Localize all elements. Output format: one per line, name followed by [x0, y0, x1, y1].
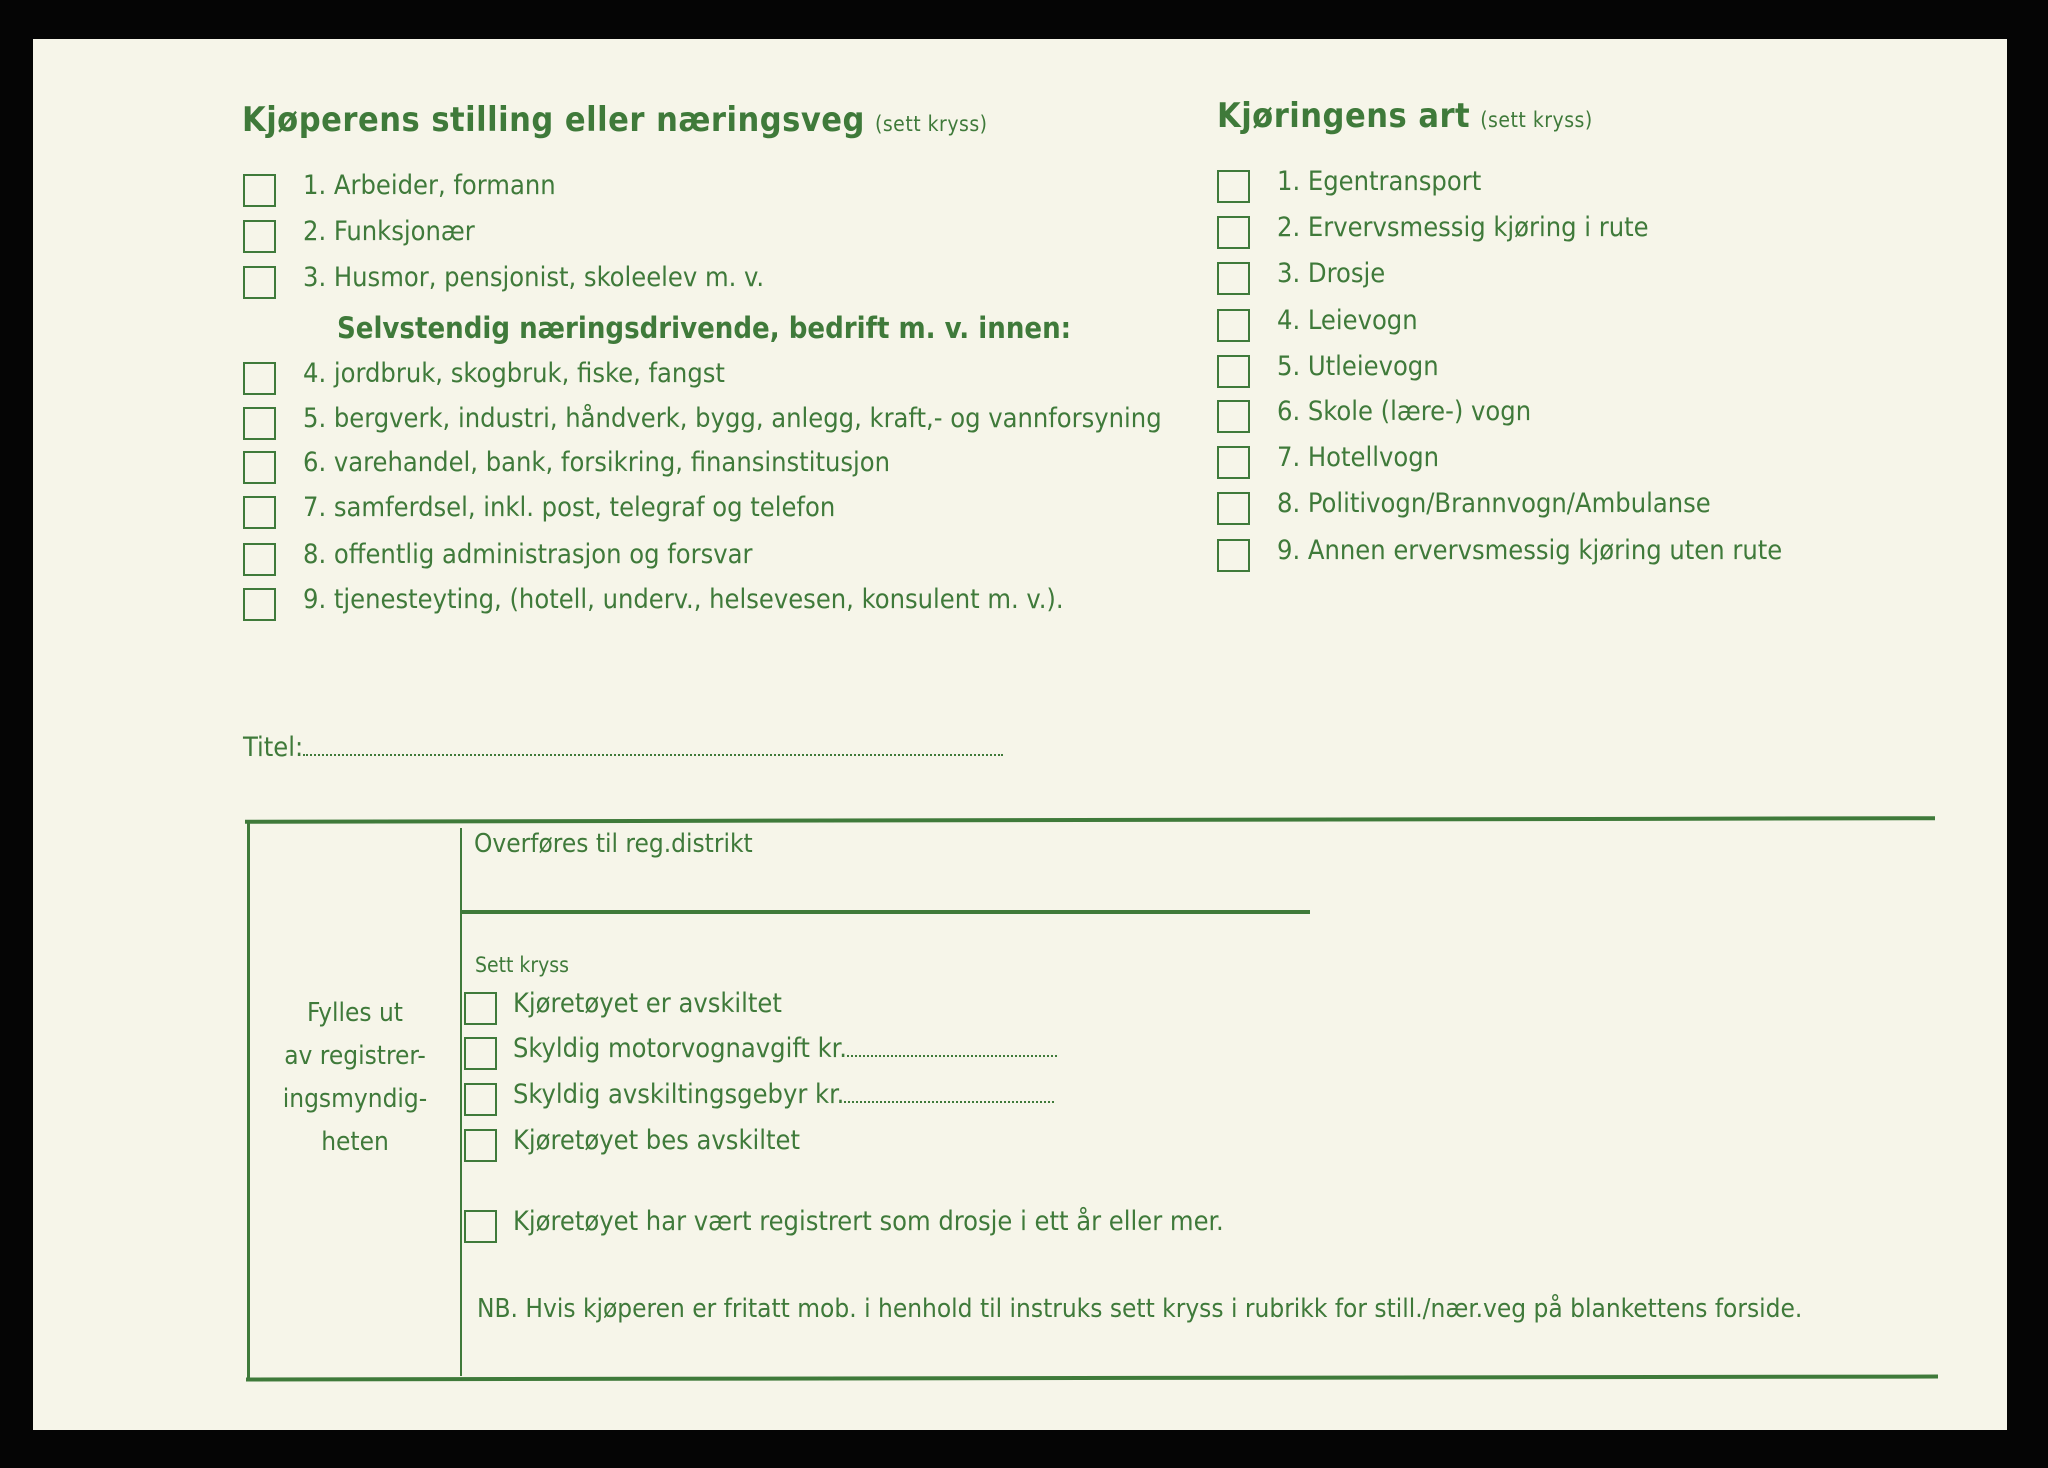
option-label: [303, 262, 764, 293]
checkbox-occupation-4[interactable]: [243, 362, 276, 395]
checkbox-registry-5[interactable]: [464, 1210, 497, 1243]
option-text: 8. offentlig administrasjon og forsvar: [303, 539, 753, 570]
side-label-line: heten: [321, 1127, 389, 1157]
checkbox-occupation-8[interactable]: [243, 543, 276, 576]
checkbox-driving-type-3[interactable]: [1217, 262, 1250, 295]
option-text: 6. Skole (lære-) vogn: [1277, 396, 1532, 427]
option-label: [303, 170, 556, 201]
option-text: 6. varehandel, bank, forsikring, finansinstitusjon: [303, 447, 891, 478]
option-label: [303, 539, 753, 570]
checkbox-occupation-7[interactable]: [243, 496, 276, 529]
checkbox-occupation-6[interactable]: [243, 451, 276, 484]
checkbox-registry-3[interactable]: [464, 1083, 497, 1116]
option-label: [303, 447, 890, 478]
checkbox-occupation-2[interactable]: [243, 220, 276, 253]
option-text: 4. jordbruk, skogbruk, fiske, fangst: [303, 358, 725, 389]
title-label: Titel:: [243, 732, 304, 763]
amount-input-line[interactable]: [844, 1101, 1054, 1103]
checkbox-occupation-1[interactable]: [243, 174, 276, 207]
option-text: Kjøretøyet er avskiltet: [513, 988, 782, 1019]
option-text: 2. Funksjonær: [303, 216, 475, 247]
checkbox-occupation-9[interactable]: [243, 588, 276, 621]
checkbox-driving-type-2[interactable]: [1217, 216, 1250, 249]
option-text: Kjøretøyet har vært registrert som drosje i ett år eller mer.: [513, 1206, 1224, 1237]
option-label: [1277, 396, 1531, 427]
option-label: [303, 358, 725, 389]
option-text: 9. tjenesteyting, (hotell, underv., helsevesen, konsulent m. v.).: [303, 584, 1064, 615]
option-label: [303, 584, 1064, 615]
option-text: 3. Drosje: [1277, 258, 1386, 289]
option-label: [1277, 212, 1649, 243]
option-label: [1277, 535, 1782, 566]
option-label: [1277, 305, 1418, 336]
option-label: [1277, 166, 1481, 197]
option-text: 5. bergverk, industri, håndverk, bygg, anlegg, kraft,- og vannforsyning: [303, 403, 1162, 434]
heading-text: Kjøringens art: [1217, 96, 1471, 136]
title-field[interactable]: [243, 732, 1003, 763]
side-label-line: av registrer-: [284, 1041, 426, 1071]
option-label: [513, 1125, 800, 1156]
option-label: [303, 403, 1162, 434]
transfer-label: Overføres til reg.distrikt: [474, 829, 753, 859]
checkbox-driving-type-6[interactable]: [1217, 400, 1250, 433]
title-input-line[interactable]: [303, 754, 1003, 756]
checkbox-occupation-3[interactable]: [243, 266, 276, 299]
option-text: 7. samferdsel, inkl. post, telegraf og telefon: [303, 492, 836, 523]
box-left-border: [247, 820, 250, 1378]
side-label: [262, 992, 448, 1164]
buyer-occupation-heading: [242, 100, 988, 140]
self-employed-subheading: Selvstendig næringsdrivende, bedrift m. v. innen:: [337, 311, 1072, 345]
option-text: 8. Politivogn/Brannvogn/Ambulanse: [1277, 488, 1711, 519]
option-text: 1. Egentransport: [1277, 166, 1482, 197]
option-label: [513, 1033, 1057, 1064]
option-text: 1. Arbeider, formann: [303, 170, 556, 201]
checkbox-driving-type-4[interactable]: [1217, 309, 1250, 342]
option-text: Kjøretøyet bes avskiltet: [513, 1125, 801, 1156]
checkbox-driving-type-7[interactable]: [1217, 446, 1250, 479]
amount-input-line[interactable]: [847, 1055, 1057, 1057]
driving-type-heading: [1217, 96, 1593, 136]
sett-kryss-label: Sett kryss: [475, 953, 569, 977]
heading-text: Kjøperens stilling eller næringsveg: [242, 100, 865, 140]
checkbox-registry-1[interactable]: [464, 992, 497, 1025]
option-text: 7. Hotellvogn: [1277, 442, 1440, 473]
heading-hint: (sett kryss): [1480, 108, 1593, 132]
option-text: 5. Utleievogn: [1277, 351, 1439, 382]
option-text: 2. Ervervsmessig kjøring i rute: [1277, 212, 1649, 243]
side-label-line: ingsmyndig-: [282, 1084, 428, 1114]
nb-note: NB. Hvis kjøperen er fritatt mob. i henhold til instruks sett kryss i rubrikk for still./nær.veg på blankettens forside.: [477, 1294, 1803, 1324]
option-text: 3. Husmor, pensjonist, skoleelev m. v.: [303, 262, 765, 293]
option-label: [1277, 258, 1385, 289]
option-label: [513, 1079, 1054, 1110]
heading-hint: (sett kryss): [874, 112, 988, 136]
option-label: [513, 1206, 1224, 1237]
option-text: Skyldig motorvognavgift kr.: [513, 1033, 847, 1064]
checkbox-driving-type-1[interactable]: [1217, 170, 1250, 203]
checkbox-driving-type-8[interactable]: [1217, 492, 1250, 525]
transfer-input-line[interactable]: [462, 910, 1310, 914]
checkbox-registry-4[interactable]: [464, 1129, 497, 1162]
option-label: [513, 988, 782, 1019]
option-label: [1277, 442, 1439, 473]
option-text: 4. Leievogn: [1277, 305, 1418, 336]
checkbox-driving-type-5[interactable]: [1217, 355, 1250, 388]
option-text: Skyldig avskiltingsgebyr kr.: [513, 1079, 845, 1110]
side-label-line: Fylles ut: [307, 998, 403, 1028]
checkbox-occupation-5[interactable]: [243, 407, 276, 440]
checkbox-driving-type-9[interactable]: [1217, 539, 1250, 572]
checkbox-registry-2[interactable]: [464, 1037, 497, 1070]
option-text: 9. Annen ervervsmessig kjøring uten rute: [1277, 535, 1783, 566]
option-label: [1277, 351, 1439, 382]
option-label: [303, 216, 475, 247]
option-label: [303, 492, 835, 523]
option-label: [1277, 488, 1711, 519]
